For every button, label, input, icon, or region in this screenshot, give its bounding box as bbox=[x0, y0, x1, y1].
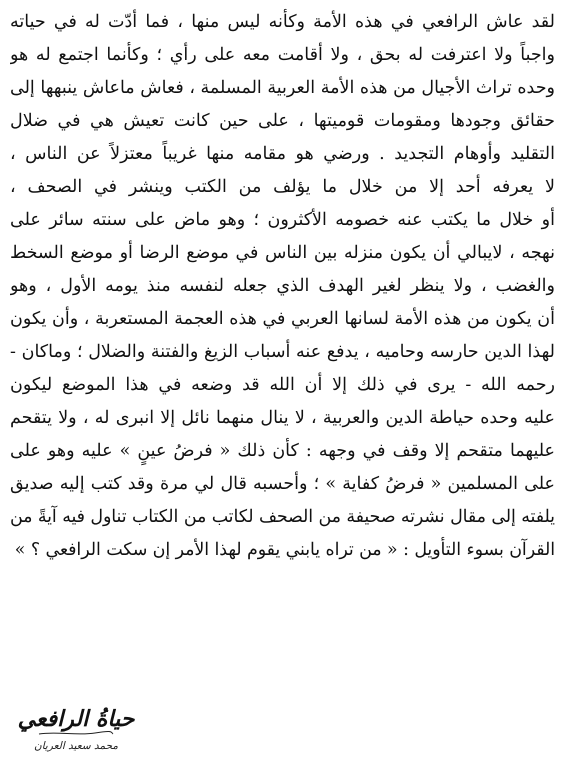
text-line: أو خلال ما يكتب عنه خصومه الأكثرون ؛ وهو ماض على سنته سائر على bbox=[10, 210, 555, 230]
text-line: التقليد وأوهام التجديد . ورضي هو مقامه منها غريباً معتزلاً عن الناس ، bbox=[10, 144, 555, 164]
text-line: وحده تراث الأجيال من هذه الأمة العربية المسلمة ، فعاش ماعاش ينبهها إلى bbox=[10, 78, 555, 98]
text-line: واجباً ولا اعترفت له بحق ، ولا أقامت معه على رأي ؛ وكأنما اجتمع له هو bbox=[10, 45, 555, 65]
text-line-last: القرآن بسوء التأويل : « من تراه يابني يقوم لهذا الأمر إن سكت الرافعي ؟ » bbox=[14, 540, 555, 560]
text-line: عليه وحده حياطة الدين والعربية ، لا ينال منهما نائل إلا انبرى له ، ولا يتقحم bbox=[10, 408, 555, 428]
text-line: يلفته إلى مقال نشرته صحيفة من الصحف لكاتب من الكتاب تناول فيه آيةً من bbox=[10, 507, 555, 527]
text-line: لهذا الدين حارسه وحاميه ، يدفع عنه أسباب الزيغ والفتنة والضلال ؛ وماكان - bbox=[10, 342, 555, 362]
body-text bbox=[10, 6, 555, 567]
text-line: أن يكون من هذه الأمة لسانها العربي في هذه العجمة المستعربة ، وأن يكون bbox=[10, 309, 555, 329]
signature-book-title: حياةُ الرافعي bbox=[17, 706, 135, 732]
text-line: نهجه ، لايبالي أن يكون منزله بين الناس في موضع الرضا أو موضع السخط bbox=[10, 243, 555, 263]
text-line: على المسلمين « فرضُ كفاية » ؛ وأحسبه قال لي مرة وقد كتب إليه صديق bbox=[10, 474, 555, 494]
signature-author-name: محمد سعيد العريان bbox=[33, 740, 118, 752]
text-line: عليهما متقحم إلا وقف في وجهه : كأن ذلك « فرضُ عينٍ » عليه وهو على bbox=[10, 441, 555, 461]
text-line: لقد عاش الرافعي في هذه الأمة وكأنه ليس منها ، فما أدّت له في حياته bbox=[10, 12, 555, 32]
text-line: رحمه الله - يرى في ذلك إلا أن الله قد وضعه في هذا الموضع ليكون bbox=[10, 375, 555, 395]
text-line: لا يعرفه أحد إلا من خلال ما يؤلف من الكتب وينشر في الصحف ، bbox=[10, 177, 555, 197]
text-line: حقائق وجودها ومقومات قوميتها ، على حين كانت تعيش هي في ضلال bbox=[10, 111, 555, 131]
signature-block bbox=[16, 704, 136, 754]
text-line: والغضب ، ولا ينظر لغير الهدف الذي جعله لنفسه منذ يومه الأول ، وهو bbox=[10, 276, 555, 296]
